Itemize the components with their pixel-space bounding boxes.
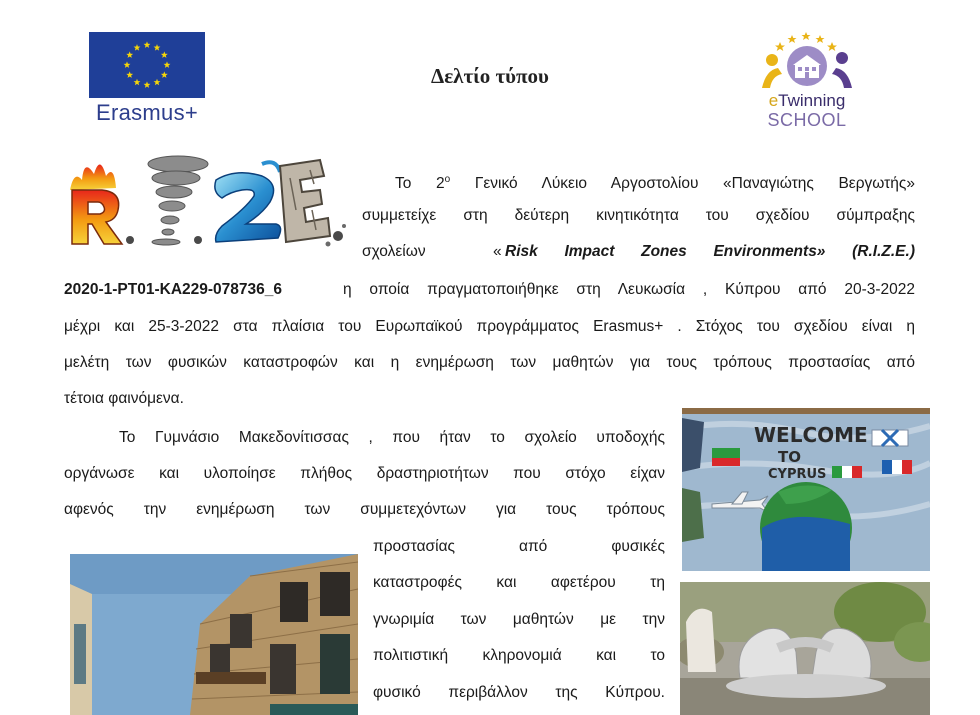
paragraph1-line2: συμμετείχε στη δεύτερη κινητικότητα του σχεδίου σύμπραξης <box>362 207 915 224</box>
etwinning-brand-text: eTwinning <box>768 91 846 110</box>
paragraph1-line5: μέχρι και 25-3-2022 στα πλαίσια του Ευρωπαϊκού προγράμματος Erasmus+ . Στόχος του σχεδίου είναι η <box>64 318 915 335</box>
paragraph2-line8: φυσικό περιβάλλον της Κύπρου. <box>373 684 665 701</box>
eu-star-icon <box>161 51 168 58</box>
eu-star-icon <box>126 51 133 58</box>
paragraph2-line6: γνωριμία των μαθητών με την <box>373 611 665 628</box>
eu-star-icon <box>134 44 141 51</box>
paragraph1-line7: τέτοια φαινόμενα. <box>64 390 184 407</box>
tornado-icon <box>148 156 208 245</box>
paragraph1-line3-project: Risk Impact Zones Environments» (R.I.Z.E.) <box>505 243 915 260</box>
photo-stone-building <box>70 554 358 715</box>
photo-welcome-cyprus-painting <box>682 408 930 571</box>
photo-marble-sculpture <box>680 582 930 715</box>
welcome-text: WELCOME <box>754 423 868 447</box>
etwinning-school-text: SCHOOL <box>767 110 847 130</box>
rize-letter-e <box>280 160 330 242</box>
paragraph2-line1: Το Γυμνάσιο Μακεδονίτισσας , που ήταν το σχολείο υποδοχής <box>119 429 665 446</box>
cyprus-text: CYPRUS <box>768 467 827 482</box>
project-code: 2020-1-PT01-KA229-078736_6 <box>64 281 283 298</box>
erasmus-logo-text: Erasmus+ <box>95 100 199 125</box>
page-title: Δελτίο τύπου <box>431 64 549 88</box>
rize-letter-r <box>72 190 122 244</box>
to-text: TO <box>778 448 801 466</box>
rize-project-logo <box>66 150 350 250</box>
paragraph1-line3-label: σχολείων <box>362 243 426 260</box>
rize-letter-z <box>215 173 281 242</box>
paragraph2-line5: καταστροφές και αφετέρου τη <box>373 574 665 591</box>
etwinning-school-logo <box>752 30 862 130</box>
paragraph2-line7: πολιτιστική κληρονομιά και το <box>373 647 665 664</box>
etwinning-emblem-icon <box>752 30 862 92</box>
paragraph2-line2: οργάνωσε και υλοποίησε πλήθος δραστηριοτήτων που στόχο είχαν <box>64 465 665 482</box>
eu-star-icon <box>144 41 151 48</box>
eu-star-icon <box>154 44 161 51</box>
paragraph2-line4: προστασίας από φυσικές <box>373 538 665 555</box>
paragraph1-line1: Το $2^o$ Γενικό Λύκειο Αργοστολίου «Παναγιώτης Βεργωτής» <box>395 174 916 193</box>
paragraph1-line4: η οποία πραγματοποιήθηκε στη Λευκωσία , Κύπρου από 20-3-2022 <box>343 281 915 298</box>
paragraph1-line3-quote: « <box>493 243 502 260</box>
paragraph2-line3: αφενός την ενημέρωση των συμμετεχόντων για τους τρόπους <box>64 501 665 518</box>
paragraph1-line6: μελέτη των φυσικών καταστροφών και η ενημέρωση των μαθητών για τους τρόπους προστασίας από <box>64 354 915 371</box>
